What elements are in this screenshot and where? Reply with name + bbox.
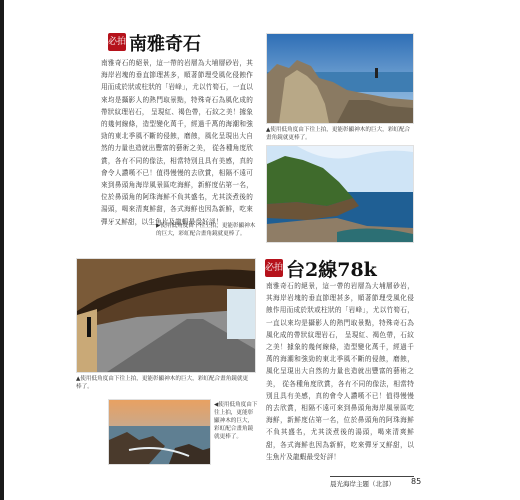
section-title-route2: 台2線78k	[286, 259, 377, 281]
page-number: 85	[411, 477, 422, 486]
sunset-coast-photo	[108, 399, 211, 465]
must-shoot-badge: 必拍	[108, 33, 126, 51]
footer-rule	[330, 476, 414, 477]
photo-caption: ▲使用低角度由下往上拍，更能彰顯神木的巨大，彩虹配合畫角鏡就更棒了。	[266, 127, 411, 141]
rock-coast-photo	[266, 33, 414, 124]
section-body-nanya: 南雅奇石的絕景，這一帶的岩層為大埔層砂岩，其海岸岩塊的垂直節理甚多，順著節理受風化侵蝕作用而成於狀或柱狀的「岩峰」，尤以竹筍石，一直以來均是攝影人的熱門取景點，特殊奇石為風化成的帶狀紋理岩石， 呈現紅、褐色帶，石紋之美！據象的幾何線條，造型變化萬千，經過千萬的海潮和強勁的東北季風不斷的侵蝕，磨蝕，風化呈現出大自然的力量也造就出豐富的藝術之美， 從各種角度欣賞，各有不同的像法，相當特別且具有美感，真的會令人讚嘆不已！值得慢慢的去欣賞，相隔不遠可來到鼻頭角海岸風景區吃海鮮，新鮮度佔第一名，位於鼻頭角的阿珠海鮮不負其盛名，尤其淡煮後的湯頭，喝來清爽鮮甜，各式海鮮也因為新鮮，吃來彈牙又鮮甜，以生魚片及龍蝦最受好評！	[101, 59, 253, 226]
photo-caption: ▲使用低角度由下往上拍，更能彰顯神木的巨大，彩虹配合畫角鏡就更棒了。	[76, 376, 249, 390]
photo-caption: ◀使用低角度由下往上拍，更能彰顯神木的巨大，彩虹配合畫角鏡就更棒了。	[214, 402, 258, 440]
tunnel-road-photo	[76, 258, 256, 373]
section-body-route2: 南雅奇石的絕景，這一帶的岩層為大埔層砂岩，其海岸岩塊的垂直節理甚多，順著節理受風化侵蝕作用而成於狀或柱狀的「岩峰」，尤以竹筍石，一直以來均是攝影人的熱門取景點，特殊奇石為風化成的帶狀紋理岩石， 呈現紅、褐色帶，石紋之美！據象的幾何線條，造型變化萬千，經過千萬的海潮和強勁的東北季風不斷的侵蝕，磨蝕，風化呈現出大自然的力量也造就出豐富的藝術之美， 從各種角度欣賞，各有不同的像法，相當特別且具有美感，真的會令人讚嘆不已！值得慢慢的去欣賞，相隔不遠可來到鼻頭角海岸風景區吃海鮮，新鮮度佔第一名，位於鼻頭角的阿珠海鮮不負其盛名，尤其淡煮後的湯頭，喝來清爽鮮甜，各式海鮮也因為新鮮，吃來彈牙又鮮甜，以生魚片及龍蝦最受好評！	[266, 282, 414, 461]
must-shoot-badge: 必拍	[265, 259, 283, 277]
page-edge	[0, 0, 4, 500]
cliff-sea-photo	[266, 145, 414, 243]
book-title: 晨光海岸主題（北部）	[330, 480, 395, 488]
section-title-nanya: 南雅奇石	[129, 34, 201, 55]
photo-caption: ▶使用低角度由下往上拍，更能彰顯神木的巨大，彩虹配合畫角鏡就更棒了。	[156, 223, 256, 237]
